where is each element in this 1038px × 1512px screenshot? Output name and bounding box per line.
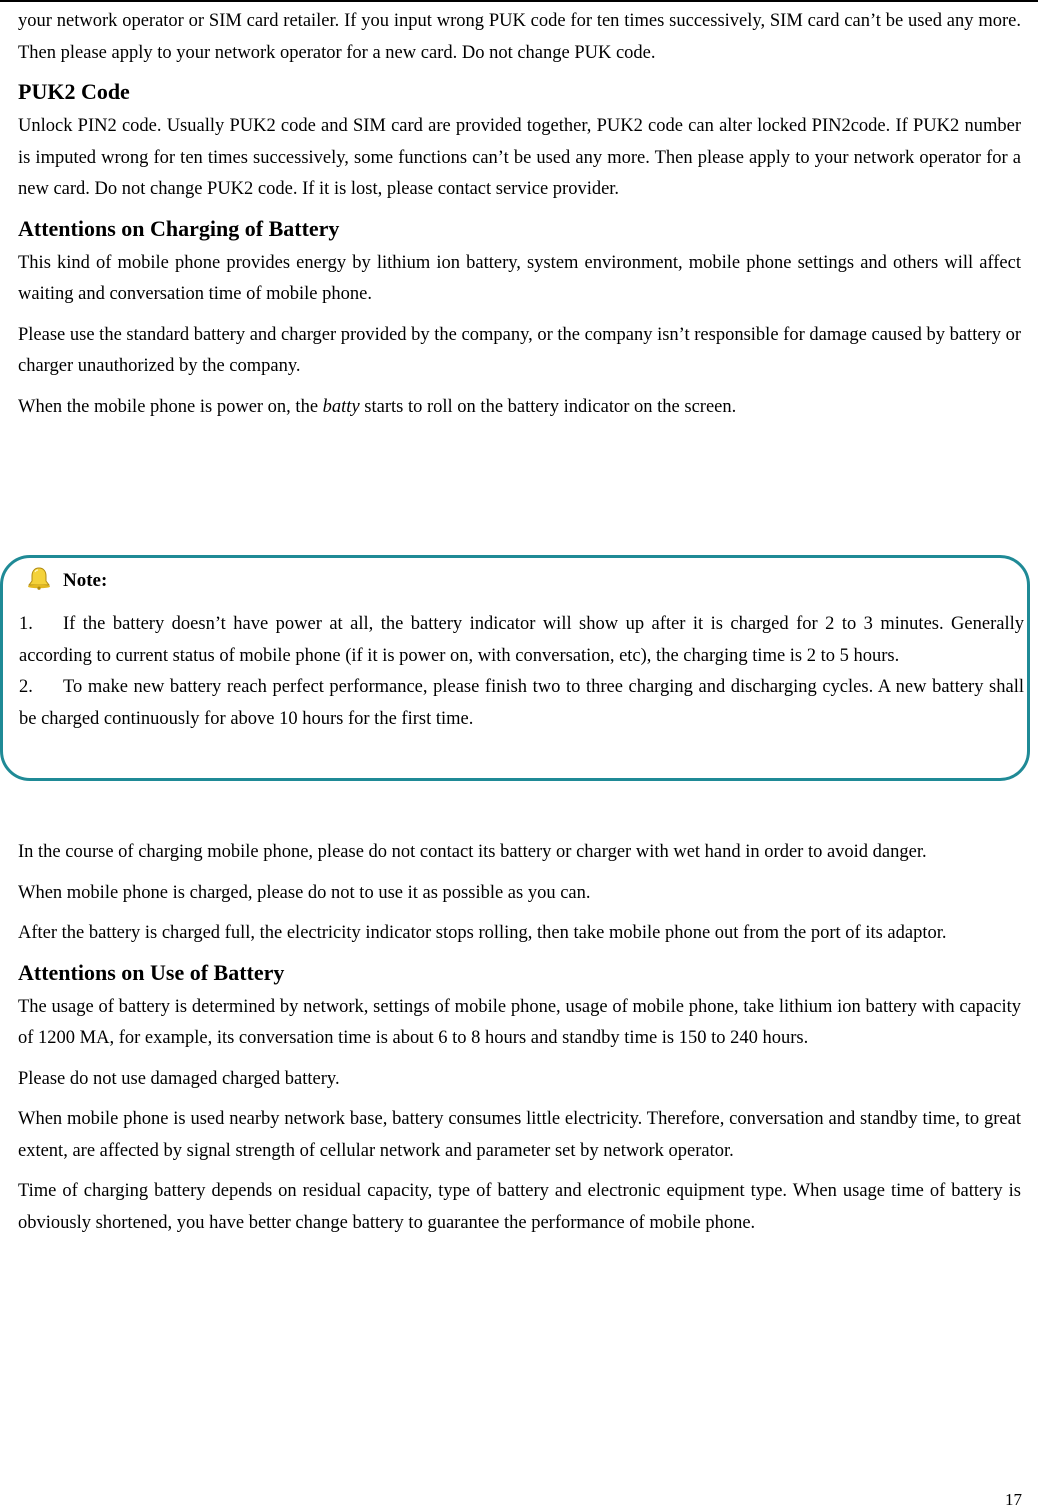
page-content-lower bbox=[18, 837, 1021, 1239]
note-title: Note: bbox=[63, 570, 108, 591]
heading-use-battery: Attentions on Use of Battery bbox=[18, 959, 285, 985]
heading-charging: Attentions on Charging of Battery bbox=[18, 215, 340, 241]
page-content bbox=[18, 6, 1021, 423]
paragraph-use-4: Time of charging battery depends on residual capacity, type of battery and electronic equipment type. When usage time of battery is obviously shortened, you have better change battery to guarantee the performance of mobile phone. bbox=[18, 1181, 1021, 1233]
bell-icon bbox=[25, 566, 53, 596]
heading-puk2: PUK2 Code bbox=[18, 79, 130, 104]
paragraph-puk-continued: your network operator or SIM card retailer. If you input wrong PUK code for ten times successively, SIM card can’t be used any more. Then please apply to your network operator for a new card. Do not change PUK code. bbox=[18, 11, 1021, 63]
paragraph-use-2: Please do not use damaged charged battery. bbox=[18, 1068, 340, 1089]
paragraph-charged-full: After the battery is charged full, the electricity indicator stops rolling, then take mobile phone out from the port of its adaptor. bbox=[18, 923, 947, 943]
italic-batty: batty bbox=[322, 396, 360, 417]
paragraph-wet-hand: In the course of charging mobile phone, please do not contact its battery or charger with wet hand in order to avoid danger. bbox=[18, 842, 927, 862]
paragraph-puk2: Unlock PIN2 code. Usually PUK2 code and SIM card are provided together, PUK2 code can alter locked PIN2code. If PUK2 number is imputed wrong for ten times successively, some functions can’t be used any more. Then please apply to your network operator for a new card. Do not change PUK2 code. If it is lost, please contact service provider. bbox=[18, 116, 1021, 199]
paragraph-charged-use: When mobile phone is charged, please do not to use it as possible as you can. bbox=[18, 882, 591, 903]
paragraph-use-3: When mobile phone is used nearby network base, battery consumes little electricity. Therefore, conversation and standby time, to great extent, are affected by signal strength of cellular network and parameter set by network operator. bbox=[18, 1109, 1021, 1161]
paragraph-charging-2: Please use the standard battery and charger provided by the company, or the company isn’t responsible for damage caused by battery or charger unauthorized by the company. bbox=[18, 324, 1021, 376]
paragraph-use-1: The usage of battery is determined by network, settings of mobile phone, usage of mobile phone, take lithium ion battery with capacity of 1200 MA, for example, its conversation time is about 6 to 8 hours and standby time is 150 to 240 hours. bbox=[18, 996, 1021, 1048]
paragraph-charging-3: When the mobile phone is power on, the batty starts to roll on the battery indicator on the screen. bbox=[18, 396, 737, 417]
note-item-1: 1. If the battery doesn’t have power at all, the battery indicator will show up after it is charged for 2 to 3 minutes. Generally according to current status of mobile phone (if it is power on, with conversation, etc), the charging time is 2 to 5 hours. bbox=[19, 614, 1024, 666]
note-box bbox=[0, 555, 1030, 781]
paragraph-charging-1: This kind of mobile phone provides energy by lithium ion battery, system environment, mobile phone settings and others will affect waiting and conversation time of mobile phone. bbox=[18, 252, 1021, 304]
page-number: 17 bbox=[1005, 1490, 1022, 1509]
note-body bbox=[19, 609, 1024, 735]
note-header bbox=[25, 566, 107, 596]
note-item-2: 2. To make new battery reach perfect performance, please finish two to three charging and discharging cycles. A new battery shall be charged continuously for above 10 hours for the first time. bbox=[19, 677, 1024, 729]
top-rule bbox=[0, 0, 1038, 2]
